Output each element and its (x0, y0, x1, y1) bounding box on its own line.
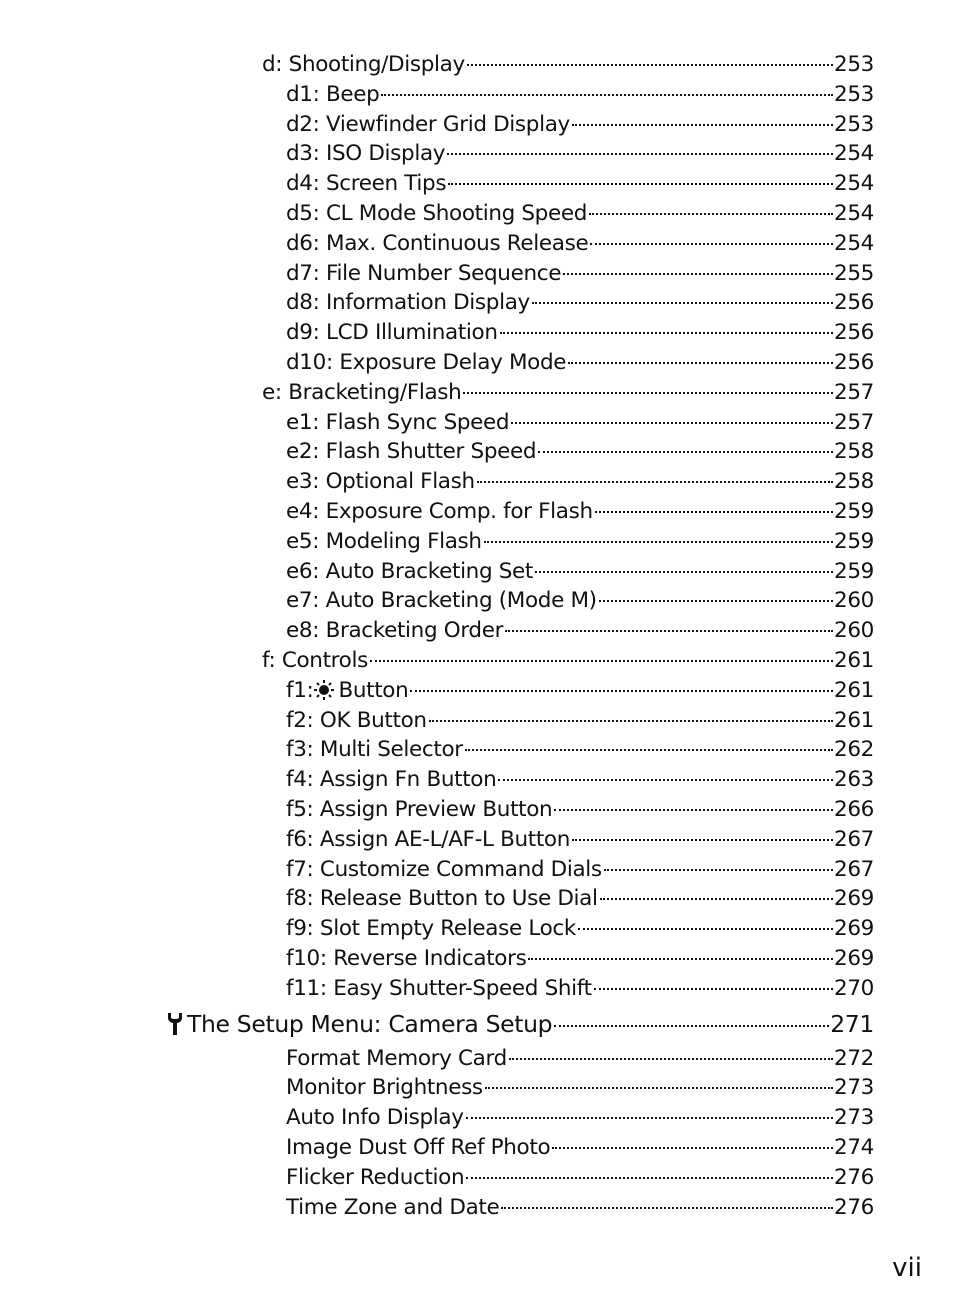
toc-entry-text: Flicker Reduction (286, 1165, 465, 1190)
toc-page-number: 257 (834, 410, 874, 435)
toc-section-heading (166, 1008, 874, 1040)
toc-entry-text: The Setup Menu: Camera Setup (187, 1010, 553, 1038)
toc-entry (286, 884, 874, 913)
toc-page-number: 253 (834, 52, 874, 77)
toc-entry (286, 169, 874, 198)
toc-entry (286, 914, 874, 943)
toc-entry-title (262, 378, 461, 407)
toc-entry-text: Monitor Brightness (286, 1075, 483, 1100)
toc-entry-title (286, 795, 552, 824)
toc-entry-title (286, 437, 536, 466)
toc-page-number: 261 (834, 648, 874, 673)
toc-entry-text: e4: Exposure Comp. for Flash (286, 499, 593, 524)
toc-entry (286, 735, 874, 764)
toc-entry-text: e6: Auto Bracketing Set (286, 559, 534, 584)
toc-page-number: 254 (834, 231, 874, 256)
toc-entry-text: f2: OK Button (286, 708, 427, 733)
dot-leader (568, 362, 833, 364)
dot-leader (590, 243, 833, 245)
toc-entry (262, 50, 874, 79)
toc-page-number: 267 (834, 857, 874, 882)
toc-entry (262, 646, 874, 675)
toc-page-number: 276 (834, 1195, 874, 1220)
toc-entry-title (286, 1163, 464, 1192)
toc-entry-text: d10: Exposure Delay Mode (286, 350, 567, 375)
dot-leader (563, 273, 833, 275)
toc-entry (286, 1073, 874, 1102)
toc-entry-title (286, 855, 602, 884)
dot-leader (511, 422, 833, 424)
toc-entry-text: d9: LCD Illumination (286, 320, 498, 345)
toc-entry (286, 974, 874, 1003)
toc-entry (286, 259, 874, 288)
toc-entry-text: e1: Flash Sync Speed (286, 410, 510, 435)
toc-entry (286, 795, 874, 824)
dot-leader (604, 869, 833, 871)
toc-entry-text: d1: Beep (286, 82, 380, 107)
dot-leader (572, 124, 833, 126)
toc-page-number: 254 (834, 171, 874, 196)
toc-entry-title (286, 706, 427, 735)
toc-entry-text: f: Controls (262, 648, 368, 673)
toc-entry (286, 1133, 874, 1162)
toc-page-number: 259 (834, 529, 874, 554)
toc-entry-title (286, 944, 526, 973)
dot-leader (477, 481, 833, 483)
toc-entry-text: Auto Info Display (286, 1105, 464, 1130)
dot-leader (528, 958, 833, 960)
dot-leader (463, 392, 833, 394)
toc-entry-text: d6: Max. Continuous Release (286, 231, 589, 256)
illumination-switch-icon (314, 679, 334, 708)
toc-page-number: 260 (834, 588, 874, 613)
dot-leader (484, 541, 833, 543)
toc-page-number: 269 (834, 886, 874, 911)
toc-entry-title (286, 914, 576, 943)
toc-page-number: 269 (834, 916, 874, 941)
toc-entry-title (286, 467, 475, 496)
toc-entry-title (286, 229, 588, 258)
toc-entry-text: f10: Reverse Indicators (286, 946, 527, 971)
toc-entry-text: e8: Bracketing Order (286, 618, 504, 643)
toc-entry-title (286, 557, 533, 586)
toc-entry-title (286, 259, 561, 288)
toc-page-number: 266 (834, 797, 874, 822)
toc-entry-title (286, 1044, 507, 1073)
toc-entry (286, 318, 874, 347)
toc-page-number: 267 (834, 827, 874, 852)
toc-page-number: 259 (834, 499, 874, 524)
toc-entry-text: d8: Information Display (286, 290, 530, 315)
toc-entry-title (286, 765, 496, 794)
toc-entry-text: Image Dust Off Ref Photo (286, 1135, 551, 1160)
dot-leader (466, 1177, 833, 1179)
toc-entry-title (286, 676, 408, 708)
toc-page-number: 259 (834, 559, 874, 584)
toc-page-number: 255 (834, 261, 874, 286)
toc-entry-title (286, 586, 597, 615)
toc-entry-text: f4: Assign Fn Button (286, 767, 497, 792)
dot-leader (505, 630, 833, 632)
dot-leader (589, 213, 833, 215)
toc-page-number: 270 (834, 976, 874, 1001)
dot-leader (599, 600, 833, 602)
dot-leader (532, 302, 833, 304)
toc-entry-text: d5: CL Mode Shooting Speed (286, 201, 588, 226)
toc-entry-title (286, 199, 587, 228)
toc-entry-text: f8: Release Button to Use Dial (286, 886, 598, 911)
toc-page-number: 263 (834, 767, 874, 792)
dot-leader (429, 720, 833, 722)
toc-page-number: 253 (834, 82, 874, 107)
dot-leader (501, 1207, 833, 1209)
toc-entry-title (286, 884, 598, 913)
dot-leader (594, 988, 833, 990)
page-number: vii (892, 1253, 922, 1283)
dot-leader (498, 779, 833, 781)
toc-page-number: 269 (834, 946, 874, 971)
toc-entry-title (286, 616, 503, 645)
toc-entry-text: d2: Viewfinder Grid Display (286, 112, 570, 137)
dot-leader (554, 809, 833, 811)
toc-entry (286, 527, 874, 556)
toc-entry (286, 110, 874, 139)
toc-page-number: 258 (834, 439, 874, 464)
toc-entry-title (286, 348, 566, 377)
dot-leader (595, 511, 833, 513)
toc-entry-title (166, 1008, 552, 1044)
dot-leader (578, 928, 833, 930)
toc-page-number: 276 (834, 1165, 874, 1190)
toc-entry-text: e2: Flash Shutter Speed (286, 439, 537, 464)
toc-page-number: 261 (834, 708, 874, 733)
toc-entry-title (286, 80, 379, 109)
dot-leader (554, 1025, 829, 1027)
toc-entry-text: f11: Easy Shutter-Speed Shift (286, 976, 592, 1001)
toc-entry (286, 706, 874, 735)
toc-entry (286, 825, 874, 854)
dot-leader (535, 571, 833, 573)
toc-entry (286, 586, 874, 615)
toc-page-number: 262 (834, 737, 874, 762)
toc-page-number: 272 (834, 1046, 874, 1071)
toc-entry (286, 467, 874, 496)
toc-page-number: 254 (834, 201, 874, 226)
toc-page-number: 258 (834, 469, 874, 494)
toc-entry-title (262, 646, 368, 675)
toc-entry-title (286, 1133, 550, 1162)
toc-entry-title (286, 1103, 464, 1132)
toc-entry (286, 855, 874, 884)
toc-entry-text: d: Shooting/Display (262, 52, 465, 77)
toc-entry (286, 944, 874, 973)
toc-entry (286, 1163, 874, 1192)
toc-entry-title (286, 169, 446, 198)
toc-entry-text: e3: Optional Flash (286, 469, 475, 494)
toc-entry (286, 348, 874, 377)
toc-entry-title (286, 1073, 483, 1102)
toc-entry (286, 616, 874, 645)
dot-leader (600, 898, 833, 900)
toc-entry (286, 80, 874, 109)
dot-leader (447, 153, 833, 155)
toc-entry (286, 1044, 874, 1073)
dot-leader (509, 1058, 833, 1060)
toc-entry-prefix: f1: (286, 678, 314, 703)
dot-leader (485, 1087, 833, 1089)
toc-page-number: 273 (834, 1105, 874, 1130)
toc-entry-text: Button (338, 678, 409, 703)
toc-entry (286, 1193, 874, 1222)
toc-entry-title (262, 50, 465, 79)
toc-entry-title (286, 735, 463, 764)
toc-entry-title (286, 139, 445, 168)
dot-leader (538, 451, 833, 453)
toc-page-number: 261 (834, 678, 874, 703)
toc-entry-text: e: Bracketing/Flash (262, 380, 462, 405)
dot-leader (552, 1147, 833, 1149)
toc-page-number: 260 (834, 618, 874, 643)
toc-entry (286, 199, 874, 228)
toc-entry (286, 765, 874, 794)
toc-entry-title (286, 318, 498, 347)
toc-entry-title (286, 288, 530, 317)
dot-leader (572, 839, 833, 841)
toc-entry (286, 408, 874, 437)
toc-page-number: 253 (834, 112, 874, 137)
toc-page-number: 271 (830, 1010, 874, 1038)
dot-leader (448, 183, 833, 185)
toc-entry (286, 1103, 874, 1132)
toc-page-number: 273 (834, 1075, 874, 1100)
toc-entry (262, 378, 874, 407)
toc-entry-text: d7: File Number Sequence (286, 261, 562, 286)
toc-entry-text: d3: ISO Display (286, 141, 446, 166)
toc-entry (286, 676, 874, 705)
toc-entry (286, 229, 874, 258)
toc-entry-title (286, 825, 570, 854)
toc-entry-text: f3: Multi Selector (286, 737, 463, 762)
dot-leader (467, 64, 833, 66)
toc-page-number: 256 (834, 320, 874, 345)
toc-page-number: 256 (834, 350, 874, 375)
dot-leader (410, 690, 833, 692)
dot-leader (466, 1117, 833, 1119)
toc-page-number: 257 (834, 380, 874, 405)
toc-entry (286, 288, 874, 317)
toc-entry (286, 497, 874, 526)
toc-entry-text: f5: Assign Preview Button (286, 797, 553, 822)
toc-entry-text: d4: Screen Tips (286, 171, 447, 196)
dot-leader (381, 94, 833, 96)
toc-entry (286, 557, 874, 586)
dot-leader (500, 332, 833, 334)
toc-entry-text: f7: Customize Command Dials (286, 857, 602, 882)
toc-page-number: 274 (834, 1135, 874, 1160)
toc-entry-title (286, 974, 592, 1003)
toc-entry-title (286, 110, 570, 139)
toc-entry-title (286, 408, 509, 437)
toc-entry-text: f9: Slot Empty Release Lock (286, 916, 576, 941)
toc-entry-title (286, 497, 593, 526)
toc-entry-title (286, 527, 482, 556)
toc-page-number: 256 (834, 290, 874, 315)
dot-leader (370, 660, 833, 662)
toc-entry-text: e7: Auto Bracketing (Mode M) (286, 588, 597, 613)
toc-entry-text: f6: Assign AE-L/AF-L Button (286, 827, 571, 852)
wrench-icon (166, 1012, 184, 1044)
toc-entry-text: e5: Modeling Flash (286, 529, 482, 554)
toc-page-number: 254 (834, 141, 874, 166)
toc-entry (286, 139, 874, 168)
toc-entry (286, 437, 874, 466)
dot-leader (465, 749, 833, 751)
toc-entry-text: Time Zone and Date (286, 1195, 500, 1220)
toc-entry-title (286, 1193, 499, 1222)
toc-entry-text: Format Memory Card (286, 1046, 507, 1071)
